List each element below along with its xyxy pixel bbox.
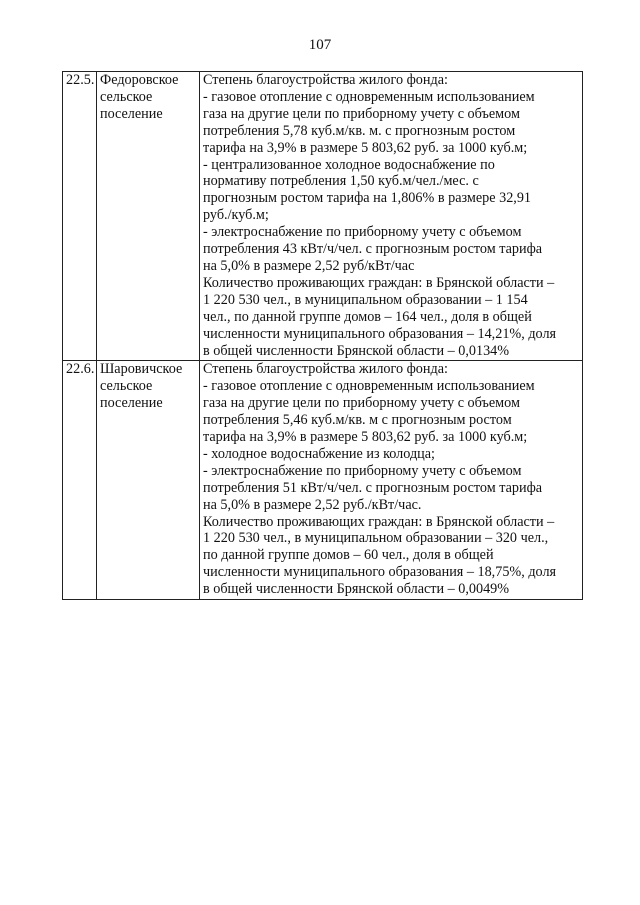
description-line: Степень благоустройства жилого фонда: — [203, 72, 448, 88]
description-line: в общей численности Брянской области – 0,0049% — [203, 581, 510, 598]
description-line: прогнозным ростом тарифа на 1,806% в размере 32,91 — [203, 190, 532, 207]
description-line: потребления 51 кВт/ч/чел. с прогнозным ростом тарифа — [203, 479, 543, 496]
settlement-line: поселение — [100, 395, 163, 412]
description-line: потребления 5,78 куб.м/кв. м. с прогнозным ростом — [203, 122, 516, 139]
description-line: тарифа на 3,9% в размере 5 803,62 руб. за 1000 куб.м; — [203, 139, 528, 156]
settlement-line: сельское — [100, 378, 153, 395]
description-line: в общей численности Брянской области – 0,0134% — [203, 342, 510, 359]
description-line: численности муниципального образования – 14,21%, доля — [203, 325, 557, 342]
settlement-name — [97, 72, 200, 361]
settlement-line: поселение — [100, 105, 163, 122]
description-line: тарифа на 3,9% в размере 5 803,62 руб. за 1000 куб.м; — [203, 429, 528, 446]
description-line: 1 220 530 чел., в муниципальном образовании – 1 154 — [203, 291, 528, 308]
description-line: потребления 5,46 куб.м/кв. м с прогнозным ростом — [203, 412, 512, 429]
table-row — [63, 361, 583, 600]
description-line: - электроснабжение по приборному учету с объемом — [203, 224, 522, 241]
description-line: - газовое отопление с одновременным использованием — [203, 88, 535, 105]
description-line: Количество проживающих граждан: в Брянской области – — [203, 274, 555, 291]
description-line: потребления 43 кВт/ч/чел. с прогнозным ростом тарифа — [203, 241, 543, 258]
description-line: - холодное водоснабжение из колодца; — [203, 445, 435, 462]
document-table — [62, 71, 583, 600]
page-number: 107 — [308, 37, 332, 53]
description-line: руб./куб.м; — [203, 207, 269, 224]
row-number: 22.5. — [63, 72, 97, 361]
description-line: по данной группе домов – 60 чел., доля в общей — [203, 547, 494, 564]
settlement-line: Федоровское — [100, 72, 179, 88]
row-number: 22.6. — [63, 361, 97, 600]
description — [200, 72, 583, 361]
description-line: - газовое отопление с одновременным использованием — [203, 378, 535, 395]
description-line: газа на другие цели по приборному учету с объемом — [203, 395, 520, 412]
description-line: на 5,0% в размере 2,52 руб/кВт/час — [203, 257, 415, 274]
description-line: численности муниципального образования – 18,75%, доля — [203, 564, 557, 581]
description-line: Степень благоустройства жилого фонда: — [203, 361, 448, 378]
description-line: Количество проживающих граждан: в Брянской области – — [203, 513, 555, 530]
settlement-line: сельское — [100, 88, 153, 105]
description-line: - электроснабжение по приборному учету с объемом — [203, 462, 522, 479]
table-row — [63, 72, 583, 361]
description — [200, 361, 583, 600]
description-line: нормативу потребления 1,50 куб.м/чел./мес. с — [203, 173, 479, 190]
description-line: на 5,0% в размере 2,52 руб./кВт/час. — [203, 496, 422, 513]
description-line: - централизованное холодное водоснабжение по — [203, 156, 495, 173]
settlement-name — [97, 361, 200, 600]
table-body — [63, 72, 583, 600]
description-line: чел., по данной группе домов – 164 чел., доля в общей — [203, 308, 532, 325]
description-line: 1 220 530 чел., в муниципальном образовании – 320 чел., — [203, 530, 549, 547]
description-line: газа на другие цели по приборному учету с объемом — [203, 105, 520, 122]
settlement-line: Шаровичское — [100, 361, 183, 378]
